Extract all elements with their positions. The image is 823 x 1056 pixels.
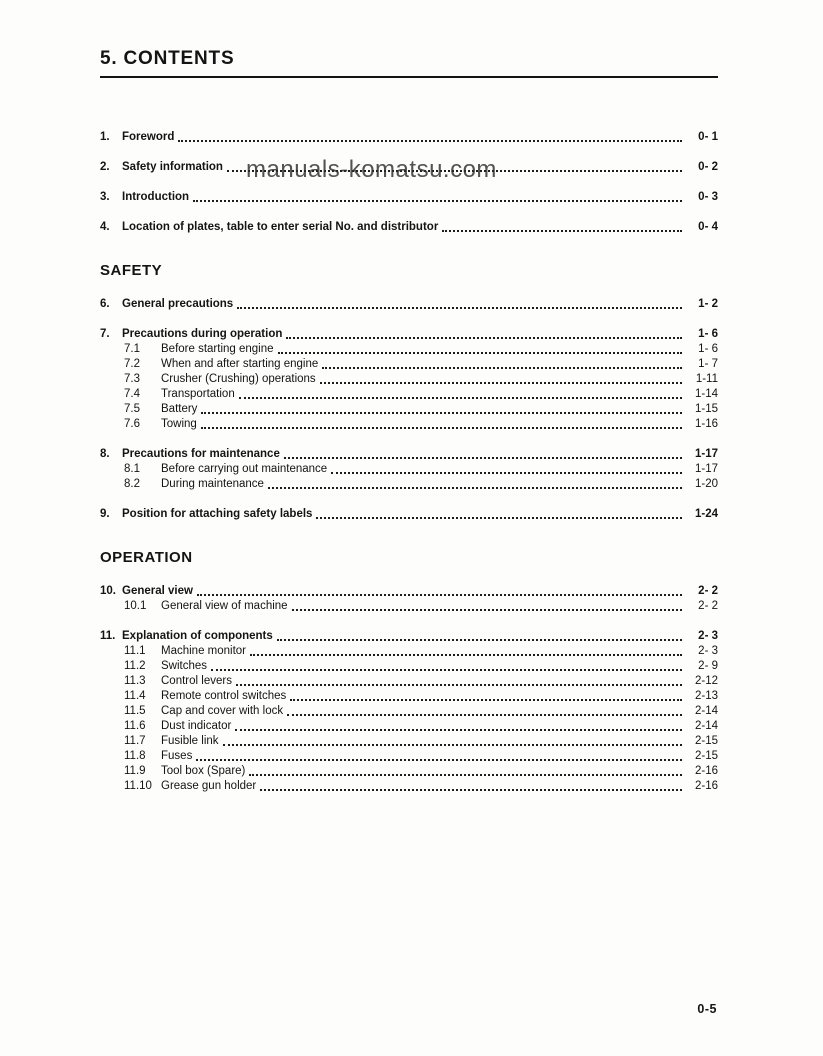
toc-entry-label: Precautions for maintenance bbox=[122, 448, 280, 460]
toc-subentry bbox=[100, 764, 718, 779]
dot-leader bbox=[284, 457, 682, 459]
toc-entry-number: 8.1 bbox=[124, 463, 140, 475]
toc-entry-page: 1- 2 bbox=[698, 298, 718, 310]
dot-leader bbox=[196, 759, 682, 761]
toc-entry bbox=[100, 297, 718, 312]
toc-entry-label: Before carrying out maintenance bbox=[161, 463, 328, 475]
toc-entry-label: Cap and cover with lock bbox=[161, 705, 284, 717]
toc-entry-number: 7.6 bbox=[124, 418, 140, 430]
toc-entry-number: 9. bbox=[100, 508, 110, 520]
toc-group bbox=[100, 327, 718, 432]
toc-entry-page: 2-14 bbox=[694, 705, 718, 717]
toc-entry-number: 11.5 bbox=[124, 705, 146, 717]
toc-subentry bbox=[100, 779, 718, 794]
toc-entry-page: 2- 2 bbox=[698, 585, 718, 597]
toc-entry-number: 8. bbox=[100, 448, 110, 460]
toc-entry bbox=[100, 327, 718, 342]
dot-leader bbox=[197, 594, 682, 596]
section-heading: SAFETY bbox=[100, 262, 163, 279]
toc-entry-number: 10.1 bbox=[124, 600, 147, 612]
toc-group bbox=[100, 447, 718, 492]
toc-group bbox=[100, 584, 718, 614]
toc-subentry bbox=[100, 477, 718, 492]
dot-leader bbox=[201, 427, 682, 429]
toc-group bbox=[100, 297, 718, 312]
toc-entry bbox=[100, 130, 718, 145]
toc-entry-label: Switches bbox=[161, 660, 208, 672]
toc-subentry bbox=[100, 357, 718, 372]
toc-group bbox=[100, 629, 718, 794]
toc-group bbox=[100, 190, 718, 205]
toc-entry bbox=[100, 629, 718, 644]
toc-entry-page: 2-13 bbox=[694, 690, 718, 702]
toc-section bbox=[100, 130, 718, 235]
dot-leader bbox=[290, 699, 682, 701]
toc-entry-number: 8.2 bbox=[124, 478, 140, 490]
toc-entry-number: 11.2 bbox=[124, 660, 146, 672]
toc-entry-label: Machine monitor bbox=[161, 645, 247, 657]
toc-entry-page: 2- 3 bbox=[698, 645, 718, 657]
toc-entry-page: 2-15 bbox=[694, 735, 718, 747]
toc-entry-label: Safety information bbox=[122, 161, 223, 173]
toc-entry-number: 11.4 bbox=[124, 690, 146, 702]
toc-entry-label: Towing bbox=[161, 418, 197, 430]
dot-leader bbox=[249, 774, 682, 776]
toc-entry-page: 1-17 bbox=[694, 463, 718, 475]
toc-entry-label: Dust indicator bbox=[161, 720, 232, 732]
toc-group bbox=[100, 160, 718, 175]
toc-entry-number: 7.5 bbox=[124, 403, 140, 415]
toc-entry-number: 7. bbox=[100, 328, 110, 340]
toc-entry-number: 7.4 bbox=[124, 388, 140, 400]
toc-group bbox=[100, 507, 718, 522]
toc-content bbox=[100, 48, 718, 809]
dot-leader bbox=[268, 487, 682, 489]
toc-entry-label: Remote control switches bbox=[161, 690, 287, 702]
toc-entry-number: 11.8 bbox=[124, 750, 146, 762]
toc-subentry bbox=[100, 417, 718, 432]
toc-subentry bbox=[100, 689, 718, 704]
dot-leader bbox=[320, 382, 682, 384]
toc-section bbox=[100, 549, 718, 794]
toc-entry-label: Transportation bbox=[161, 388, 235, 400]
dot-leader bbox=[316, 517, 682, 519]
toc-entry-label: Battery bbox=[161, 403, 198, 415]
toc-entry-label: General view bbox=[122, 585, 193, 597]
dot-leader bbox=[277, 639, 682, 641]
toc-entry-number: 11.9 bbox=[124, 765, 146, 777]
toc-subentry bbox=[100, 719, 718, 734]
toc-entry bbox=[100, 447, 718, 462]
dot-leader bbox=[278, 352, 682, 354]
toc-entry-label: Introduction bbox=[122, 191, 190, 203]
toc-entry bbox=[100, 220, 718, 235]
toc-entry-number: 10. bbox=[100, 585, 116, 597]
toc-entry-number: 11. bbox=[100, 630, 116, 642]
toc-entry-page: 2-16 bbox=[694, 765, 718, 777]
toc-subentry bbox=[100, 462, 718, 477]
toc-entry-label: General view of machine bbox=[161, 600, 288, 612]
toc-entry-label: Fuses bbox=[161, 750, 193, 762]
toc-group bbox=[100, 130, 718, 145]
toc-entry-label: Location of plates, table to enter serial No. and distributor bbox=[122, 221, 439, 233]
toc-entry-number: 7.1 bbox=[124, 343, 140, 355]
toc-subentry bbox=[100, 372, 718, 387]
toc-entry bbox=[100, 160, 718, 175]
toc-subentry bbox=[100, 704, 718, 719]
toc-entry bbox=[100, 584, 718, 599]
dot-leader bbox=[227, 170, 682, 172]
toc-entry-page: 1- 7 bbox=[698, 358, 718, 370]
toc-entry-page: 1- 6 bbox=[698, 343, 718, 355]
toc-entry-label: Control levers bbox=[161, 675, 232, 687]
section-heading: OPERATION bbox=[100, 549, 193, 566]
toc-entry-number: 11.3 bbox=[124, 675, 146, 687]
toc-entry bbox=[100, 507, 718, 522]
toc-entry-page: 0- 4 bbox=[698, 221, 718, 233]
toc-subentry bbox=[100, 734, 718, 749]
toc-entry-page: 2- 3 bbox=[698, 630, 718, 642]
toc-subentry bbox=[100, 599, 718, 614]
toc-entry-label: Tool box (Spare) bbox=[161, 765, 246, 777]
toc-entry-page: 1-16 bbox=[694, 418, 718, 430]
toc-entry-page: 2- 9 bbox=[698, 660, 718, 672]
dot-leader bbox=[322, 367, 682, 369]
toc-entry-label: Explanation of components bbox=[122, 630, 273, 642]
dot-leader bbox=[193, 200, 682, 202]
toc-entry-page: 2-15 bbox=[694, 750, 718, 762]
dot-leader bbox=[239, 397, 682, 399]
toc-entry-page: 2-12 bbox=[694, 675, 718, 687]
toc-subentry bbox=[100, 402, 718, 417]
toc-entry-label: Position for attaching safety labels bbox=[122, 508, 313, 520]
dot-leader bbox=[201, 412, 682, 414]
toc-sections bbox=[100, 130, 718, 794]
toc-subentry bbox=[100, 674, 718, 689]
toc-entry-page: 1-14 bbox=[694, 388, 718, 400]
dot-leader bbox=[292, 609, 682, 611]
dot-leader bbox=[250, 654, 682, 656]
toc-subentry bbox=[100, 387, 718, 402]
toc-entry-number: 4. bbox=[100, 221, 110, 233]
toc-entry-page: 1-24 bbox=[694, 508, 718, 520]
toc-entry-number: 2. bbox=[100, 161, 110, 173]
toc-entry-page: 0- 1 bbox=[698, 131, 718, 143]
dot-leader bbox=[287, 714, 682, 716]
toc-entry-label: Foreword bbox=[122, 131, 175, 143]
footer-page-number: 0-5 bbox=[697, 1002, 717, 1016]
dot-leader bbox=[211, 669, 682, 671]
toc-entry-page: 1-20 bbox=[694, 478, 718, 490]
toc-entry-number: 11.10 bbox=[124, 780, 152, 792]
toc-entry-number: 7.3 bbox=[124, 373, 140, 385]
toc-entry-label: When and after starting engine bbox=[161, 358, 319, 370]
toc-entry-label: Fusible link bbox=[161, 735, 219, 747]
toc-entry-page: 0- 3 bbox=[698, 191, 718, 203]
dot-leader bbox=[236, 684, 682, 686]
toc-entry-label: During maintenance bbox=[161, 478, 264, 490]
toc-entry-page: 1-11 bbox=[695, 373, 718, 385]
toc-entry-label: Crusher (Crushing) operations bbox=[161, 373, 316, 385]
toc-entry-number: 6. bbox=[100, 298, 110, 310]
toc-entry-label: Before starting engine bbox=[161, 343, 274, 355]
toc-entry-page: 1-17 bbox=[694, 448, 718, 460]
toc-entry-label: Precautions during operation bbox=[122, 328, 283, 340]
dot-leader bbox=[331, 472, 682, 474]
toc-subentry bbox=[100, 659, 718, 674]
dot-leader bbox=[260, 789, 682, 791]
toc-entry-number: 7.2 bbox=[124, 358, 140, 370]
toc-entry-label: Grease gun holder bbox=[161, 780, 257, 792]
toc-entry-page: 2- 2 bbox=[698, 600, 718, 612]
toc-group bbox=[100, 220, 718, 235]
toc-entry-label: General precautions bbox=[122, 298, 234, 310]
toc-entry-number: 11.7 bbox=[124, 735, 146, 747]
toc-entry-number: 1. bbox=[100, 131, 110, 143]
toc-entry-page: 0- 2 bbox=[698, 161, 718, 173]
toc-entry-page: 2-16 bbox=[694, 780, 718, 792]
dot-leader bbox=[442, 230, 682, 232]
toc-entry-number: 11.6 bbox=[124, 720, 146, 732]
toc-entry bbox=[100, 190, 718, 205]
dot-leader bbox=[178, 140, 682, 142]
toc-entry-number: 11.1 bbox=[124, 645, 146, 657]
watermark-text: manuals-komatsu.com bbox=[246, 156, 497, 183]
toc-subentry bbox=[100, 342, 718, 357]
toc-entry-number: 3. bbox=[100, 191, 110, 203]
toc-section bbox=[100, 262, 718, 522]
toc-subentry bbox=[100, 644, 718, 659]
dot-leader bbox=[235, 729, 682, 731]
page-title: 5. CONTENTS bbox=[100, 48, 718, 78]
toc-entry-page: 1- 6 bbox=[698, 328, 718, 340]
toc-entry-page: 2-14 bbox=[694, 720, 718, 732]
toc-subentry bbox=[100, 749, 718, 764]
toc-entry-page: 1-15 bbox=[694, 403, 718, 415]
dot-leader bbox=[223, 744, 682, 746]
dot-leader bbox=[286, 337, 682, 339]
dot-leader bbox=[237, 307, 682, 309]
